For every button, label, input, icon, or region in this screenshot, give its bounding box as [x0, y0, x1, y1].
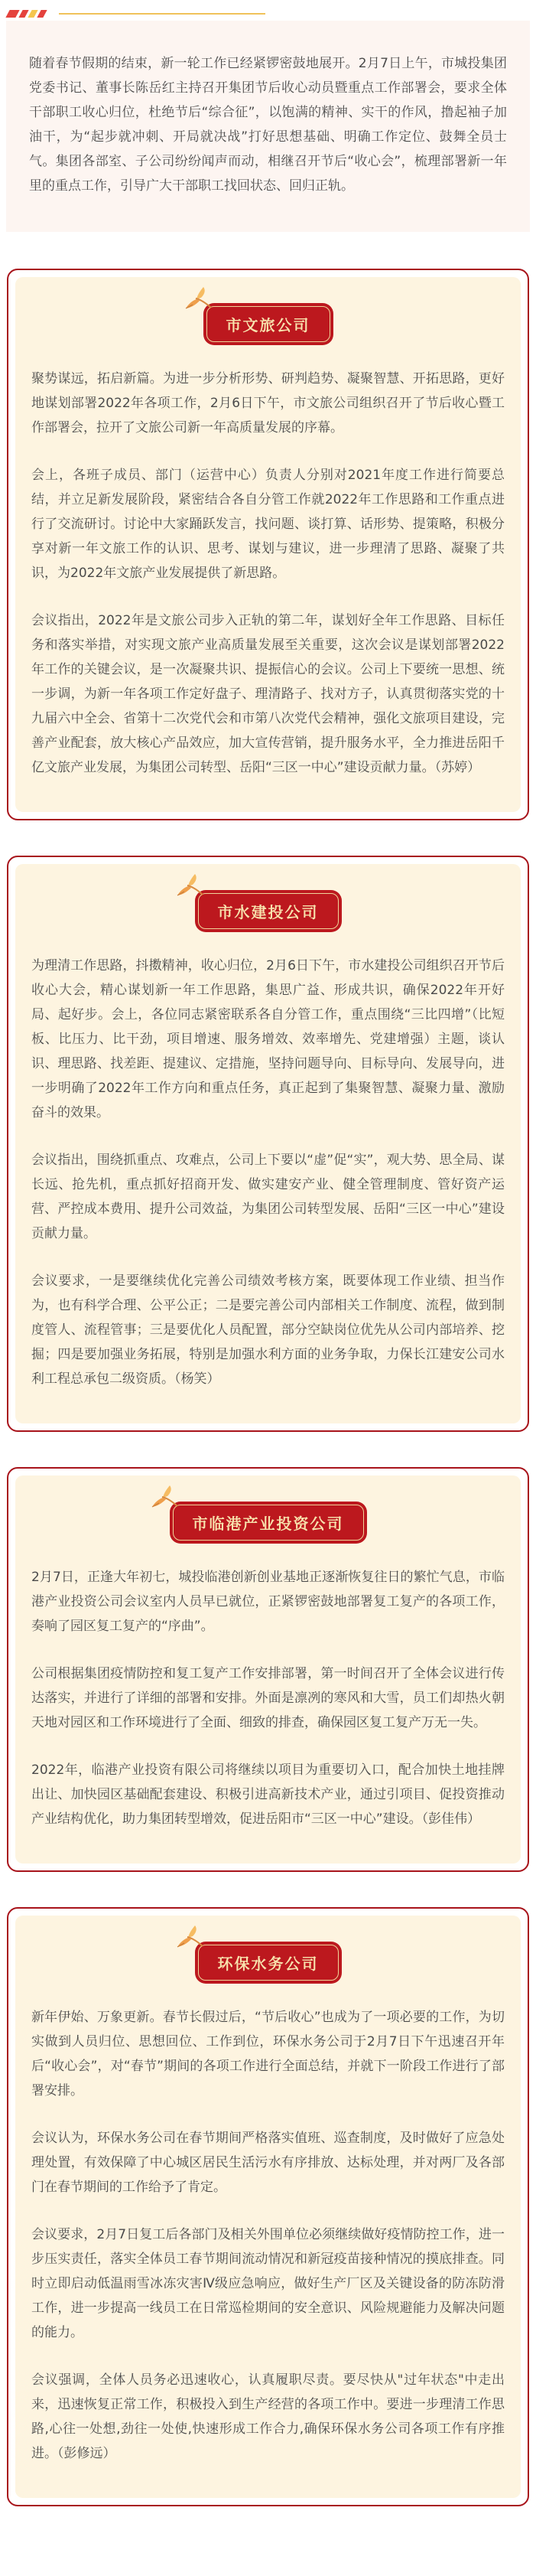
- company-badge: [195, 890, 342, 932]
- paragraph: 为理清工作思路，抖擞精神，收心归位，2月6日下午，市水建投公司组织召开节后收心大会，精心谋划新一年工作思路，集思广益、形成共识，确保2022年开好局、起好步。会上，各位同志紧密联系各自分管工作，重点围绕“三比四增”（比短板、比压力、比干劲，项目增速、服务增效、效率增先、党建增强）主题，谈认识、理思路、找差距、提建议、定措施，坚持问题导向、目标导向、发展导向，进一步明确了2022年工作方向和重点任务，真正起到了集聚智慧、凝聚力量、激励奋斗的效果。: [31, 958, 505, 1120]
- paragraph: 会议强调，全体人员务必迅速收心，认真履职尽责。要尽快从"过年状态"中走出来，迅速恢复正常工作，积极投入到生产经营的各项工作中。要进一步理清工作思路,心往一处想,劲往一处使,快速形成工作合力,确保环保水务公司各项工作有序推进。（彭修远）: [31, 2372, 505, 2461]
- section-card-port-industry-investment: [7, 1467, 529, 1872]
- company-badge-label: 市临港产业投资公司: [192, 1515, 344, 1533]
- section-card-environmental-water: [7, 1907, 529, 2506]
- badge-row: [31, 1502, 505, 1544]
- company-badge-label: 环保水务公司: [217, 1955, 319, 1973]
- badge-row: [31, 1942, 505, 1984]
- company-badge: [195, 1942, 342, 1984]
- paragraph: 公司根据集团疫情防控和复工复产工作安排部署，第一时间召开了全体会议进行传达落实，并进行了详细的部署和安排。外面是凛冽的寒风和大雪，员工们却热火朝天地对园区和工作环境进行了全面、细致的排查，确保园区复工复产万无一失。: [31, 1666, 505, 1730]
- company-badge-label: 市水建投公司: [217, 903, 319, 921]
- header-decoration: [0, 0, 536, 18]
- card-body: [15, 277, 521, 812]
- intro-paragraph: 随着春节假期的结束，新一轮工作已经紧锣密鼓地展开。2月7日上午，市城投集团党委书记、董事长陈岳红主持召开集团节后收心动员暨重点工作部署会，要求全体干部职工收心归位，杜绝节后“综合征”，以饱满的精神、实干的作风，撸起袖子加油干，为“起步就冲刺、开局就决战”打好思想基础、明确工作定位、鼓舞全员士气。集团各部室、子公司纷纷闻声而动，相继召开节后“收心会”，梳理部署新一年里的重点工作，引导广大干部职工找回状态、回归正轨。: [29, 56, 507, 194]
- divider-line: [59, 13, 265, 15]
- crane-icon: [175, 872, 209, 902]
- company-badge: [203, 303, 333, 345]
- paragraph: 2022年，临港产业投资有限公司将继续以项目为重要切入口，配合加快土地挂牌出让、加快园区基础配套建设、积极引进高新技术产业，通过引项目、促投资推动产业结构优化，助力集团转型增效，促进岳阳市“三区一中心”建设。（彭佳伟）: [31, 1762, 505, 1827]
- paragraph: 会议认为，环保水务公司在春节期间严格落实值班、巡查制度，及时做好了应急处理处置，有效保障了中心城区居民生活污水有序排放、达标处理，并对两厂及各部门在春节期间的工作给予了肯定。: [31, 2131, 505, 2195]
- paragraph: 会议指出，围绕抓重点、攻难点，公司上下要以“虚”促“实”，观大势、思全局、谋长远、抢先机，重点抓好招商开发、做实建安产业、健全管理制度、管好资产运营、严控成本费用、提升公司效益，为集团公司转型发展、岳阳“三区一中心”建设贡献力量。: [31, 1153, 505, 1241]
- paragraph: 2月7日，正逢大年初七，城投临港创新创业基地正逐渐恢复往日的繁忙气息，市临港产业投资公司会议室内人员早已就位，正紧锣密鼓地部署复工复产的各项工作，奏响了园区复工复产的“序曲”。: [31, 1570, 505, 1634]
- crane-icon: [184, 285, 217, 315]
- card-body: [15, 1475, 521, 1864]
- section-card-culture-tourism: [7, 269, 529, 820]
- company-badge: [170, 1502, 367, 1544]
- section-card-water-construction-investment: [7, 856, 529, 1432]
- badge-row: [31, 890, 505, 932]
- paragraph: 新年伊始、万象更新。春节长假过后，“节后收心”也成为了一项必要的工作，为切实做到人员归位、思想回位、工作到位，环保水务公司于2月7日下午迅速召开年后“收心会”，对“春节”期间的各项工作进行全面总结，并就下一阶段工作进行了部署安排。: [31, 2010, 505, 2098]
- paragraph: 会议要求，2月7日复工后各部门及相关外围单位必须继续做好疫情防控工作，进一步压实责任，落实全体员工春节期间流动情况和新冠疫苗接种情况的摸底排查。同时立即启动低温雨雪冰冻灾害Ⅳ级应急响应，做好生产厂区及关键设备的防冻防滑工作，进一步提高一线员工在日常巡检期间的安全意识、风险规避能力及解决问题的能力。: [31, 2227, 505, 2340]
- card-body: [15, 1916, 521, 2498]
- paragraph: 会议指出，2022年是文旅公司步入正轨的第二年，谋划好全年工作思路、目标任务和落实举措，对实现文旅产业高质量发展至关重要，这次会议是谋划部署2022年工作的关键会议，是一次凝聚共识、提振信心的会议。公司上下要统一思想、统一步调，为新一年各项工作定好盘子、理清路子、找对方子，认真贯彻落实党的十九届六中全会、省第十二次党代会和市第八次党代会精神，强化文旅项目建设，完善产业配套，放大核心产品效应，加大宣传营销，提升服务水平，全力推进岳阳千亿文旅产业发展，为集团公司转型、岳阳“三区一中心”建设贡献力量。（苏婷）: [31, 613, 505, 775]
- paragraph: 聚势谋远，拓启新篇。为进一步分析形势、研判趋势、凝聚智慧、开拓思路，更好地谋划部署2022年各项工作，2月6日下午，市文旅公司组织召开了节后收心暨工作部署会，拉开了文旅公司新一年高质量发展的序幕。: [31, 371, 505, 435]
- intro-section: [6, 21, 530, 232]
- paragraph: 会议要求，一是要继续优化完善公司绩效考核方案，既要体现工作业绩、担当作为，也有科学合理、公平公正；二是要完善公司内部相关工作制度、流程，做到制度管人、流程管事；三是要优化人员配置，部分空缺岗位优先从公司内部培养、挖掘；四是要加强业务拓展，特别是加强水利方面的业务争取，力保长江建安公司水利工程总承包二级资质。（杨笑）: [31, 1273, 505, 1387]
- crane-icon: [175, 1923, 209, 1954]
- slashes-icon: [8, 10, 48, 18]
- crane-icon: [150, 1483, 184, 1514]
- badge-row: [31, 303, 505, 345]
- paragraph: 会上，各班子成员、部门（运营中心）负责人分别对2021年度工作进行简要总结，并立足新发展阶段，紧密结合各自分管工作就2022年工作思路和工作重点进行了交流研讨。讨论中大家踊跃发言，找问题、谈打算、话形势、提策略，积极分享对新一年文旅工作的认识、思考、谋划与建议，进一步理清了思路、凝聚了共识，为2022年文旅产业发展提供了新思路。: [31, 468, 505, 581]
- card-body: [15, 864, 521, 1423]
- company-badge-label: 市文旅公司: [226, 316, 310, 334]
